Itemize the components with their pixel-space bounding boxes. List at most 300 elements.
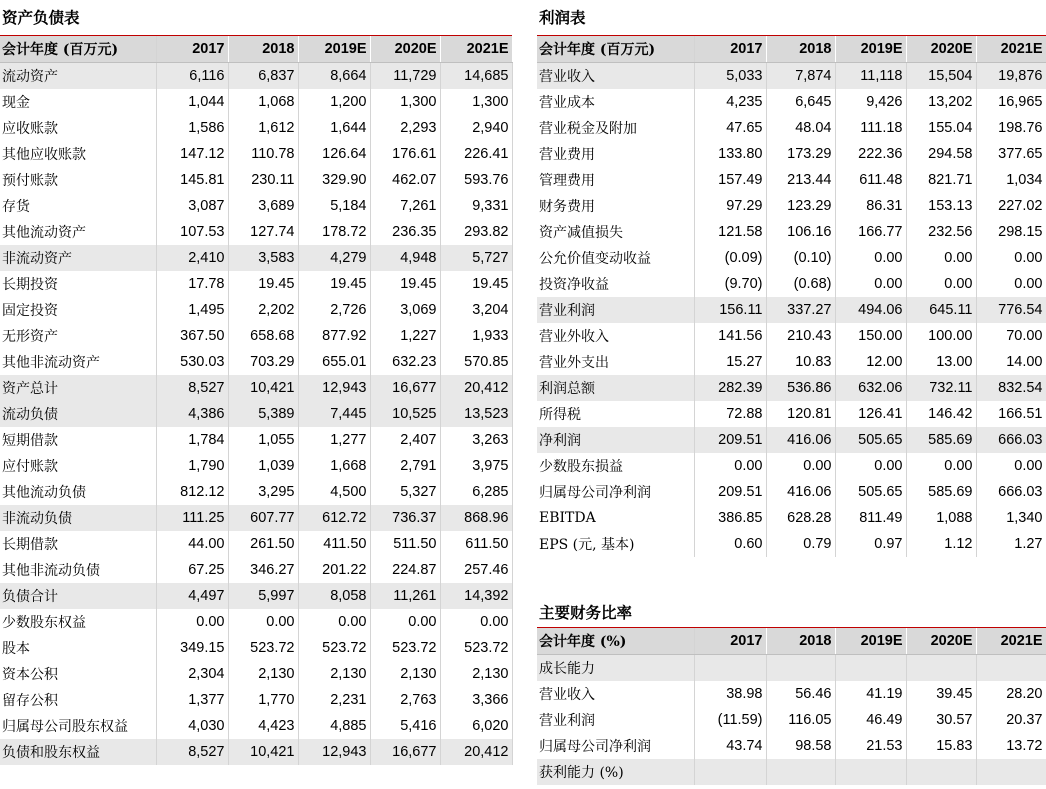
row-value	[976, 655, 1046, 682]
table-row	[0, 193, 512, 219]
row-value: 111.18	[835, 115, 906, 141]
row-value: 0.00	[370, 609, 440, 635]
row-value: 19.45	[370, 271, 440, 297]
row-value: 213.44	[766, 167, 835, 193]
row-value: 632.23	[370, 349, 440, 375]
row-value: 209.51	[694, 479, 766, 505]
row-value: 3,087	[156, 193, 228, 219]
row-value: 147.12	[156, 141, 228, 167]
row-value: 0.00	[906, 453, 976, 479]
row-label: 预付账款	[0, 167, 156, 193]
row-value: 141.56	[694, 323, 766, 349]
column-header-year: 2019E	[835, 628, 906, 655]
row-value: 367.50	[156, 323, 228, 349]
row-value: 8,527	[156, 739, 228, 765]
column-header-label: 会计年度 (百万元)	[537, 36, 694, 63]
row-value: 11,729	[370, 63, 440, 90]
row-value: 127.74	[228, 219, 298, 245]
row-value: 0.00	[906, 271, 976, 297]
row-value: 13.72	[976, 733, 1046, 759]
ratios-title: 主要财务比率	[537, 596, 1046, 628]
row-label: 资产总计	[0, 375, 156, 401]
column-header-year: 2020E	[906, 628, 976, 655]
table-row	[537, 427, 1046, 453]
table-row	[0, 141, 512, 167]
row-value: 56.46	[766, 681, 835, 707]
row-value: 67.25	[156, 557, 228, 583]
row-value: 2,726	[298, 297, 370, 323]
row-value: 46.49	[835, 707, 906, 733]
row-value: 5,033	[694, 63, 766, 90]
table-row	[0, 219, 512, 245]
row-value: 145.81	[156, 167, 228, 193]
row-value: 570.85	[440, 349, 512, 375]
row-value: 3,975	[440, 453, 512, 479]
row-label: 归属母公司净利润	[537, 733, 694, 759]
row-label: 其他流动资产	[0, 219, 156, 245]
row-value: 4,386	[156, 401, 228, 427]
table-row	[0, 635, 512, 661]
row-label: 其他流动负债	[0, 479, 156, 505]
row-value: 16,965	[976, 89, 1046, 115]
table-row	[0, 739, 512, 765]
row-value: 3,689	[228, 193, 298, 219]
row-value: 298.15	[976, 219, 1046, 245]
row-value: 257.46	[440, 557, 512, 583]
table-row	[537, 453, 1046, 479]
row-value: 126.64	[298, 141, 370, 167]
column-header-year: 2021E	[976, 36, 1046, 63]
table-row	[0, 531, 512, 557]
row-label: 财务费用	[537, 193, 694, 219]
row-value: 6,645	[766, 89, 835, 115]
row-value: 19.45	[228, 271, 298, 297]
row-value: 13.00	[906, 349, 976, 375]
row-value: 2,940	[440, 115, 512, 141]
table-row	[537, 759, 1046, 785]
row-value: 1,300	[440, 89, 512, 115]
row-value: 811.49	[835, 505, 906, 531]
row-value: 70.00	[976, 323, 1046, 349]
row-label: 应收账款	[0, 115, 156, 141]
table-row	[0, 89, 512, 115]
row-value: 7,445	[298, 401, 370, 427]
balance-sheet-header-row	[0, 36, 512, 63]
row-value: 6,837	[228, 63, 298, 90]
column-header-year: 2019E	[298, 36, 370, 63]
row-label: 成长能力	[537, 655, 694, 682]
table-row	[537, 479, 1046, 505]
row-value: 1,377	[156, 687, 228, 713]
column-header-year: 2017	[694, 628, 766, 655]
row-value: 15.27	[694, 349, 766, 375]
row-value: 416.06	[766, 479, 835, 505]
row-value: 5,184	[298, 193, 370, 219]
row-label: 现金	[0, 89, 156, 115]
row-value: 157.49	[694, 167, 766, 193]
table-row	[0, 245, 512, 271]
table-row	[0, 609, 512, 635]
row-value: 17.78	[156, 271, 228, 297]
row-label: 固定投资	[0, 297, 156, 323]
row-value: 14,685	[440, 63, 512, 90]
row-value: 209.51	[694, 427, 766, 453]
row-value: 1,612	[228, 115, 298, 141]
row-value: 8,058	[298, 583, 370, 609]
row-value: 658.68	[228, 323, 298, 349]
row-value: 47.65	[694, 115, 766, 141]
row-value: 44.00	[156, 531, 228, 557]
row-value: 13,202	[906, 89, 976, 115]
row-value: 523.72	[228, 635, 298, 661]
income-statement-table	[537, 36, 1046, 557]
row-value: 655.01	[298, 349, 370, 375]
row-value: 5,997	[228, 583, 298, 609]
row-value	[906, 759, 976, 785]
row-value: 2,410	[156, 245, 228, 271]
row-value: 201.22	[298, 557, 370, 583]
table-row	[0, 427, 512, 453]
row-value: 1.12	[906, 531, 976, 557]
table-row	[0, 401, 512, 427]
row-value: 10,421	[228, 739, 298, 765]
column-header-year: 2018	[766, 36, 835, 63]
row-value: 1,277	[298, 427, 370, 453]
row-value: 5,416	[370, 713, 440, 739]
table-row	[0, 713, 512, 739]
row-value: (0.68)	[766, 271, 835, 297]
table-row	[537, 323, 1046, 349]
row-value: 294.58	[906, 141, 976, 167]
row-label: 归属母公司净利润	[537, 479, 694, 505]
row-value: 7,261	[370, 193, 440, 219]
column-header-year: 2019E	[835, 36, 906, 63]
row-value: 821.71	[906, 167, 976, 193]
table-row	[0, 349, 512, 375]
row-label: 营业利润	[537, 707, 694, 733]
row-value: 19,876	[976, 63, 1046, 90]
row-value: 230.11	[228, 167, 298, 193]
row-value: 12,943	[298, 375, 370, 401]
row-value: 12,943	[298, 739, 370, 765]
row-value: 505.65	[835, 427, 906, 453]
balance-sheet-title: 资产负债表	[0, 0, 512, 36]
row-value: 1,644	[298, 115, 370, 141]
row-value: 4,030	[156, 713, 228, 739]
row-label: 负债合计	[0, 583, 156, 609]
row-value: 1,227	[370, 323, 440, 349]
row-value: 11,118	[835, 63, 906, 90]
table-row	[0, 557, 512, 583]
row-value: 30.57	[906, 707, 976, 733]
row-value: 0.00	[156, 609, 228, 635]
row-value: 462.07	[370, 167, 440, 193]
row-value: 346.27	[228, 557, 298, 583]
row-value: 153.13	[906, 193, 976, 219]
row-label: 长期借款	[0, 531, 156, 557]
row-value: 632.06	[835, 375, 906, 401]
row-value: 607.77	[228, 505, 298, 531]
row-value: 0.00	[766, 453, 835, 479]
table-row	[0, 167, 512, 193]
row-label: 利润总额	[537, 375, 694, 401]
row-value: 97.29	[694, 193, 766, 219]
row-value	[766, 655, 835, 682]
row-value: 703.29	[228, 349, 298, 375]
row-value: 612.72	[298, 505, 370, 531]
row-label: 净利润	[537, 427, 694, 453]
row-value: 0.00	[976, 271, 1046, 297]
ratios-panel	[537, 596, 1046, 785]
row-value: 593.76	[440, 167, 512, 193]
row-value: 645.11	[906, 297, 976, 323]
row-value: 14.00	[976, 349, 1046, 375]
table-row	[0, 115, 512, 141]
table-row	[537, 271, 1046, 297]
row-label: 留存公积	[0, 687, 156, 713]
table-row	[537, 401, 1046, 427]
row-value: 1,044	[156, 89, 228, 115]
row-value: 2,231	[298, 687, 370, 713]
row-value: 72.88	[694, 401, 766, 427]
table-row	[0, 479, 512, 505]
table-row	[537, 733, 1046, 759]
table-row	[537, 245, 1046, 271]
row-value: 611.48	[835, 167, 906, 193]
row-value: 812.12	[156, 479, 228, 505]
row-label: 负债和股东权益	[0, 739, 156, 765]
row-label: 应付账款	[0, 453, 156, 479]
row-label: 获利能力 (%)	[537, 759, 694, 785]
row-value: 222.36	[835, 141, 906, 167]
row-value: 107.53	[156, 219, 228, 245]
row-value: 2,407	[370, 427, 440, 453]
row-value: 9,426	[835, 89, 906, 115]
balance-sheet-table	[0, 36, 513, 765]
row-value: 1,039	[228, 453, 298, 479]
row-value: 1.27	[976, 531, 1046, 557]
row-value: 6,285	[440, 479, 512, 505]
row-value: 0.00	[976, 453, 1046, 479]
row-value: 2,130	[228, 661, 298, 687]
row-value: 121.58	[694, 219, 766, 245]
column-header-label: 会计年度 (%)	[537, 628, 694, 655]
row-value: 146.42	[906, 401, 976, 427]
table-row	[0, 505, 512, 531]
row-label: EBITDA	[537, 505, 694, 531]
row-value: 4,235	[694, 89, 766, 115]
row-value: 337.27	[766, 297, 835, 323]
row-value: 386.85	[694, 505, 766, 531]
row-value: 123.29	[766, 193, 835, 219]
table-row	[537, 297, 1046, 323]
row-value: 1,668	[298, 453, 370, 479]
row-value: 1,770	[228, 687, 298, 713]
row-value: 111.25	[156, 505, 228, 531]
row-label: 非流动资产	[0, 245, 156, 271]
row-value: 198.76	[976, 115, 1046, 141]
row-label: 所得税	[537, 401, 694, 427]
row-value: 4,948	[370, 245, 440, 271]
table-row	[537, 349, 1046, 375]
row-value: 1,790	[156, 453, 228, 479]
row-value: 0.00	[906, 245, 976, 271]
row-label: 流动资产	[0, 63, 156, 90]
row-value: 2,293	[370, 115, 440, 141]
row-value	[835, 759, 906, 785]
row-value: 611.50	[440, 531, 512, 557]
row-value: 536.86	[766, 375, 835, 401]
row-value: 523.72	[440, 635, 512, 661]
row-label: EPS (元, 基本)	[537, 531, 694, 557]
row-label: 其他非流动资产	[0, 349, 156, 375]
row-value: 5,389	[228, 401, 298, 427]
row-value: 1,495	[156, 297, 228, 323]
row-value: 150.00	[835, 323, 906, 349]
column-header-label: 会计年度 (百万元)	[0, 36, 156, 63]
row-label: 管理费用	[537, 167, 694, 193]
row-value: 2,130	[440, 661, 512, 687]
row-value: 12.00	[835, 349, 906, 375]
row-label: 无形资产	[0, 323, 156, 349]
row-value: 523.72	[298, 635, 370, 661]
table-row	[537, 141, 1046, 167]
row-value: 19.45	[298, 271, 370, 297]
row-value: 0.00	[835, 245, 906, 271]
row-value: 6,116	[156, 63, 228, 90]
row-label: 营业收入	[537, 681, 694, 707]
table-row	[537, 375, 1046, 401]
row-value: 4,500	[298, 479, 370, 505]
row-value: 585.69	[906, 479, 976, 505]
table-row	[537, 167, 1046, 193]
column-header-year: 2017	[694, 36, 766, 63]
row-value: 1,784	[156, 427, 228, 453]
row-label: 少数股东损益	[537, 453, 694, 479]
row-value: 6,020	[440, 713, 512, 739]
row-label: 营业费用	[537, 141, 694, 167]
column-header-year: 2017	[156, 36, 228, 63]
row-value	[835, 655, 906, 682]
row-value: 2,202	[228, 297, 298, 323]
row-value	[906, 655, 976, 682]
row-value: 2,304	[156, 661, 228, 687]
row-label: 其他应收账款	[0, 141, 156, 167]
row-value: 133.80	[694, 141, 766, 167]
column-header-year: 2018	[766, 628, 835, 655]
row-value: 166.77	[835, 219, 906, 245]
table-row	[537, 655, 1046, 682]
row-value: 15,504	[906, 63, 976, 90]
row-label: 公允价值变动收益	[537, 245, 694, 271]
row-value: 628.28	[766, 505, 835, 531]
income-statement-title: 利润表	[537, 0, 1046, 36]
row-value: 8,527	[156, 375, 228, 401]
row-value: 0.00	[835, 271, 906, 297]
row-value: 43.74	[694, 733, 766, 759]
row-value: 0.00	[976, 245, 1046, 271]
row-label: 资产减值损失	[537, 219, 694, 245]
row-label: 长期投资	[0, 271, 156, 297]
row-label: 营业利润	[537, 297, 694, 323]
row-value: (9.70)	[694, 271, 766, 297]
row-value: 110.78	[228, 141, 298, 167]
row-value	[976, 759, 1046, 785]
row-value: 10,421	[228, 375, 298, 401]
row-value: 155.04	[906, 115, 976, 141]
row-value	[694, 655, 766, 682]
row-value: 3,295	[228, 479, 298, 505]
row-value: 1,933	[440, 323, 512, 349]
row-value: 4,497	[156, 583, 228, 609]
row-value: 1,300	[370, 89, 440, 115]
row-label: 存货	[0, 193, 156, 219]
row-value: 416.06	[766, 427, 835, 453]
row-value: 13,523	[440, 401, 512, 427]
row-value: 1,586	[156, 115, 228, 141]
row-label: 营业外支出	[537, 349, 694, 375]
table-row	[0, 583, 512, 609]
table-row	[0, 271, 512, 297]
row-value: 106.16	[766, 219, 835, 245]
row-value: 776.54	[976, 297, 1046, 323]
row-value: (0.09)	[694, 245, 766, 271]
row-value: 0.00	[440, 609, 512, 635]
row-label: 其他非流动负债	[0, 557, 156, 583]
row-value: 120.81	[766, 401, 835, 427]
row-value: 282.39	[694, 375, 766, 401]
row-value: 0.97	[835, 531, 906, 557]
row-value: 10.83	[766, 349, 835, 375]
row-value: 4,423	[228, 713, 298, 739]
row-value: 0.60	[694, 531, 766, 557]
row-value: 16,677	[370, 739, 440, 765]
row-value: 1,068	[228, 89, 298, 115]
row-value: 0.00	[835, 453, 906, 479]
row-value: 41.19	[835, 681, 906, 707]
row-value: 5,327	[370, 479, 440, 505]
row-value: 173.29	[766, 141, 835, 167]
row-value: 39.45	[906, 681, 976, 707]
row-label: 营业收入	[537, 63, 694, 90]
row-value: 1,340	[976, 505, 1046, 531]
table-row	[537, 193, 1046, 219]
row-value: 116.05	[766, 707, 835, 733]
table-row	[537, 531, 1046, 557]
row-label: 营业税金及附加	[537, 115, 694, 141]
row-value: 0.00	[228, 609, 298, 635]
row-value: (11.59)	[694, 707, 766, 733]
row-value: 21.53	[835, 733, 906, 759]
row-value: 10,525	[370, 401, 440, 427]
balance-sheet-panel	[0, 0, 512, 765]
row-value: 210.43	[766, 323, 835, 349]
row-value: 3,204	[440, 297, 512, 323]
row-value: 3,366	[440, 687, 512, 713]
row-value: 3,069	[370, 297, 440, 323]
row-value: 0.00	[298, 609, 370, 635]
row-value: (0.10)	[766, 245, 835, 271]
row-value: 3,583	[228, 245, 298, 271]
row-value: 523.72	[370, 635, 440, 661]
income-statement-header-row	[537, 36, 1046, 63]
row-label: 股本	[0, 635, 156, 661]
row-value: 176.61	[370, 141, 440, 167]
row-label: 营业成本	[537, 89, 694, 115]
row-value: 261.50	[228, 531, 298, 557]
row-label: 投资净收益	[537, 271, 694, 297]
row-value: 224.87	[370, 557, 440, 583]
